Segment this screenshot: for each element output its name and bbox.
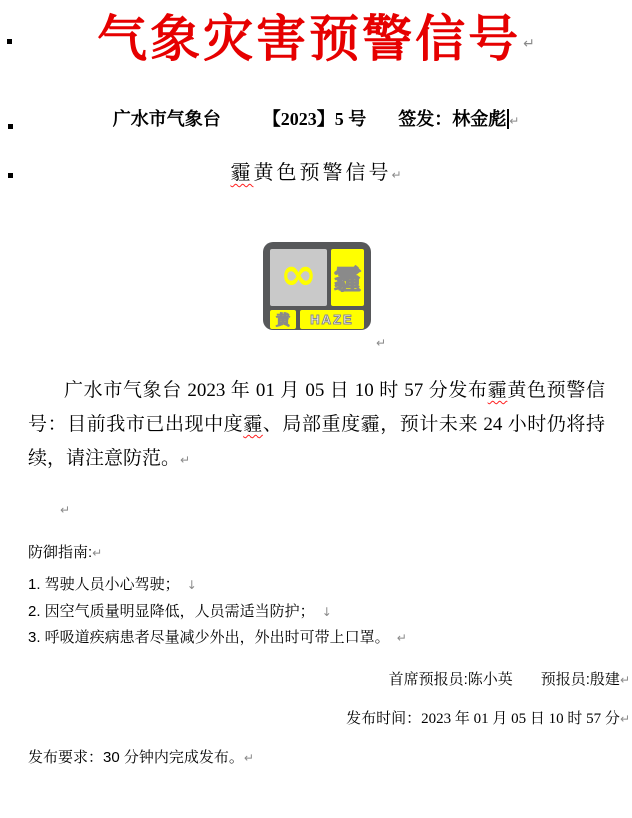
body-text: 续，请注意防范。 xyxy=(28,448,181,469)
forecaster: 预报员:殷建 xyxy=(540,671,620,688)
document-title: 气象灾害预警信号 xyxy=(97,11,522,67)
guide-item-text: 2. 因空气质量明显降低，人员需适当防护； xyxy=(28,602,315,620)
level-character: 黄 xyxy=(276,311,290,328)
doc-number: 【2023】5 号 xyxy=(262,109,367,129)
pilcrow-mark: ↵ xyxy=(376,336,387,350)
line-break-mark: ↓ xyxy=(321,604,332,619)
warning-subtitle xyxy=(0,158,632,190)
pilcrow-mark: ↵ xyxy=(180,453,191,467)
pilcrow-mark: ↵ xyxy=(509,114,520,128)
subtitle-rest: 黄色预警信号 xyxy=(253,162,392,184)
announcement-line-2 xyxy=(28,408,605,442)
line-break-mark: ↓ xyxy=(186,578,197,592)
announcement-line-1 xyxy=(28,374,605,408)
hazard-character: 霾 xyxy=(334,265,361,295)
guide-item-text: 3. 呼吸道疾病患者尽量减少外出，外出时可带上口罩。 xyxy=(28,629,390,646)
guide-item xyxy=(28,572,407,599)
guide-item-list xyxy=(28,572,407,652)
signature-line xyxy=(389,668,630,689)
haze-yellow-warning-icon xyxy=(263,242,371,330)
guide-heading-line xyxy=(28,541,102,562)
document-title-line xyxy=(0,6,632,77)
icon-symbol-panel xyxy=(270,249,327,306)
requirement-value: 30 分钟内完成发布。 xyxy=(103,749,244,766)
icon-bottom-row xyxy=(270,310,364,329)
chief-forecaster: 首席预报员:陈小英 xyxy=(388,671,513,688)
publish-time-label: 发布时间： xyxy=(346,710,422,727)
icon-top-row xyxy=(270,249,364,306)
icon-hazard-panel xyxy=(331,249,364,306)
body-text: 黄色预警信 xyxy=(507,380,605,401)
body-text: 号：目前我市已出现中度 xyxy=(28,414,244,435)
pilcrow-mark: ↵ xyxy=(391,168,402,182)
body-text: 、局部重度霾，预计未来 24 小时仍将持 xyxy=(262,414,605,435)
icon-level-panel xyxy=(270,310,296,329)
subtitle-hazard-char: 霾 xyxy=(230,162,254,184)
issuing-header-line xyxy=(0,104,632,136)
requirement-label: 发布要求： xyxy=(28,749,104,766)
hazard-latin-label: HAZE xyxy=(310,312,354,327)
icon-latin-panel xyxy=(300,310,364,329)
signer: 签发：林金彪 xyxy=(398,109,507,129)
publish-requirement-line xyxy=(28,746,254,767)
body-text: 广水市气象台 2023 年 01 月 05 日 10 时 57 分发布 xyxy=(64,380,488,401)
publish-time-value: 2023 年 01 月 05 日 10 时 57 分 xyxy=(421,711,620,727)
guide-item xyxy=(28,625,407,652)
guide-heading: 防御指南: xyxy=(28,544,93,561)
pilcrow-mark: ↵ xyxy=(92,546,103,560)
publish-time-line xyxy=(346,707,630,728)
guide-item xyxy=(28,599,407,626)
pilcrow-mark: ↵ xyxy=(619,712,630,726)
guide-item-text: 1. 驾驶人员小心驾驶； xyxy=(28,576,180,593)
haze-infinity-icon: ∞ xyxy=(280,249,317,300)
pilcrow-mark: ↵ xyxy=(60,503,71,517)
pilcrow-mark: ↵ xyxy=(523,36,535,52)
announcement-line-3 xyxy=(28,442,605,477)
pilcrow-mark: ↵ xyxy=(243,751,254,765)
agency-name: 广水市气象台 xyxy=(112,109,221,129)
body-misspelled-char: 霾 xyxy=(243,414,263,435)
pilcrow-mark: ↵ xyxy=(396,631,407,645)
announcement-paragraph xyxy=(28,374,605,477)
pilcrow-mark: ↵ xyxy=(619,673,630,687)
body-misspelled-char: 霾 xyxy=(487,380,508,401)
